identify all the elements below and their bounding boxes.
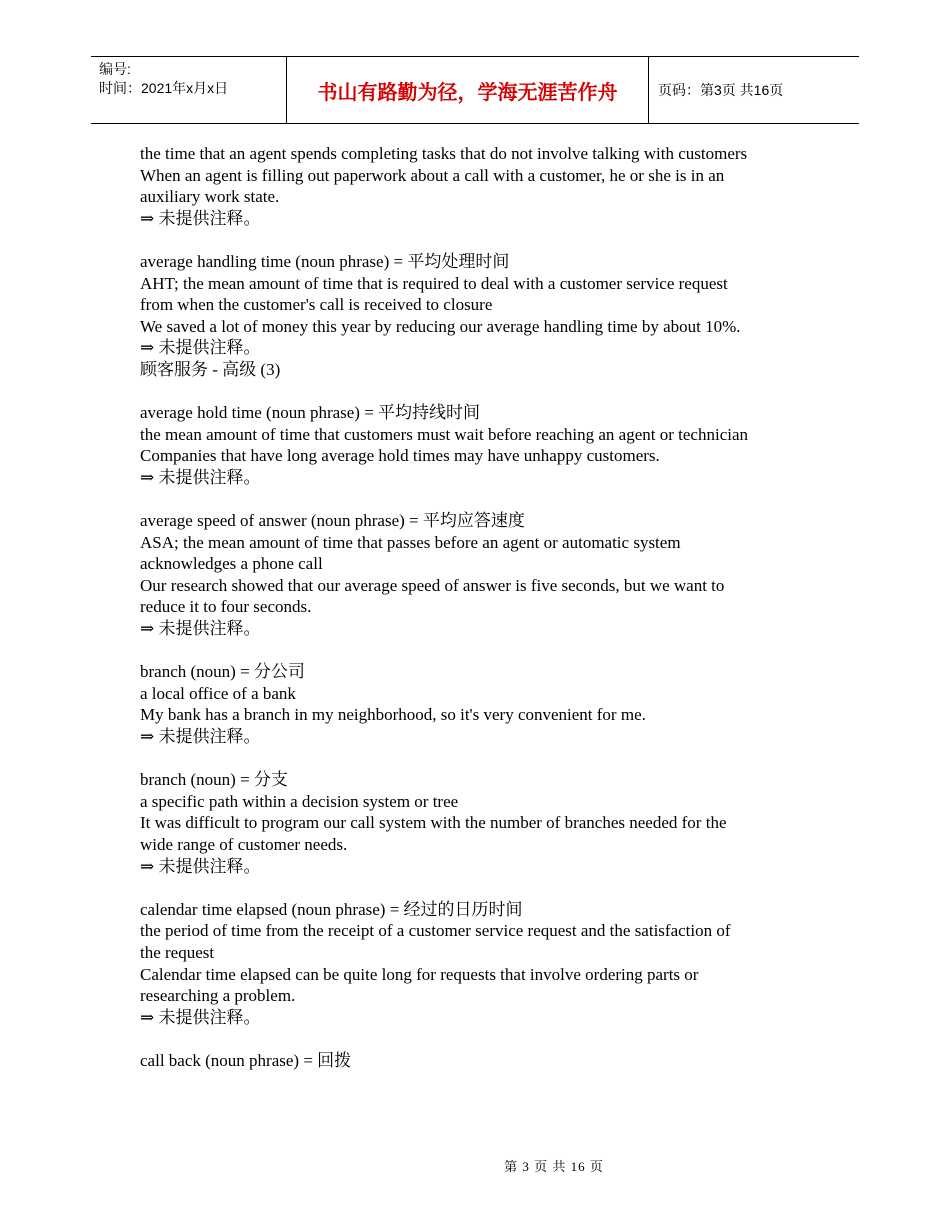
entry-definition: the mean amount of time that customers must wait before reaching an agent or technician [140,424,749,444]
entry-note: ⇒ 未提供注释。 [140,619,261,639]
entry-definition: a specific path within a decision system or tree [140,791,459,811]
entry-term: branch (noun) = 分支 [140,770,288,790]
entry-example: reduce it to four seconds. [140,597,312,617]
serial-number-label: 编号: [99,61,131,77]
entry-term: average speed of answer (noun phrase) = 平均应答速度 [140,511,525,531]
header-page-number: 页码：第3页 共16页 [658,82,784,98]
entry-term: average handling time (noun phrase) = 平均处理时间 [140,251,510,271]
entry-example: It was difficult to program our call system with the number of branches needed for the [140,813,727,833]
entry-note: ⇒ 未提供注释。 [140,208,261,228]
entry-definition: the period of time from the receipt of a customer service request and the satisfaction of [140,921,731,941]
entry-example: Companies that have long average hold times may have unhappy customers. [140,446,660,466]
entry-example: We saved a lot of money this year by reducing our average handling time by about 10%. [140,316,741,336]
glossary-entry [140,769,820,877]
entry-example: Our research showed that our average speed of answer is five seconds, but we want to [140,575,725,595]
entry-example: My bank has a branch in my neighborhood, so it's very convenient for me. [140,705,646,725]
entry-note: ⇒ 未提供注释。 [140,856,261,876]
entry-term: branch (noun) = 分公司 [140,662,305,682]
glossary-entries [140,251,820,1072]
entry-note: ⇒ 未提供注释。 [140,338,261,358]
glossary-entry [140,661,820,747]
entry-note: ⇒ 未提供注释。 [140,1007,261,1027]
glossary-entry [140,402,820,488]
glossary-content [140,143,820,1093]
entry-definition: from when the customer's call is received to closure [140,295,493,315]
entry-definition: a local office of a bank [140,683,296,703]
entry-definition: ASA; the mean amount of time that passes before an agent or automatic system [140,532,681,552]
page-footer: 第 3 页 共 16 页 [504,1159,604,1174]
glossary-entry-intro [140,143,820,229]
page-header [91,56,859,124]
entry-definition: the request [140,942,215,962]
entry-term: calendar time elapsed (noun phrase) = 经过的日历时间 [140,899,523,919]
glossary-entry [140,1050,820,1072]
section-heading: 顾客服务 - 高级 (3) [140,359,281,379]
glossary-entry [140,251,820,381]
entry-note: ⇒ 未提供注释。 [140,467,261,487]
entry-definition: the time that an agent spends completing tasks that do not involve talking with customers [140,144,748,163]
header-motto: 书山有路勤为径，学海无涯苦作舟 [287,57,649,123]
entry-example: wide range of customer needs. [140,835,348,854]
entry-example: When an agent is filling out paperwork about a call with a customer, he or she is in an [140,165,725,185]
entry-definition: acknowledges a phone call [140,554,323,574]
glossary-entry [140,510,820,640]
entry-note: ⇒ 未提供注释。 [140,727,261,747]
entry-term: call back (noun phrase) = 回拨 [140,1050,352,1070]
date-label: 时间：2021年x月x日 [99,80,229,96]
entry-definition: AHT; the mean amount of time that is required to deal with a customer service request [140,273,728,293]
header-meta [91,57,287,123]
entry-example: auxiliary work state. [140,187,280,207]
entry-example: researching a problem. [140,986,296,1006]
entry-term: average hold time (noun phrase) = 平均持线时间 [140,403,481,423]
glossary-entry [140,899,820,1029]
entry-example: Calendar time elapsed can be quite long for requests that involve ordering parts or [140,964,699,984]
